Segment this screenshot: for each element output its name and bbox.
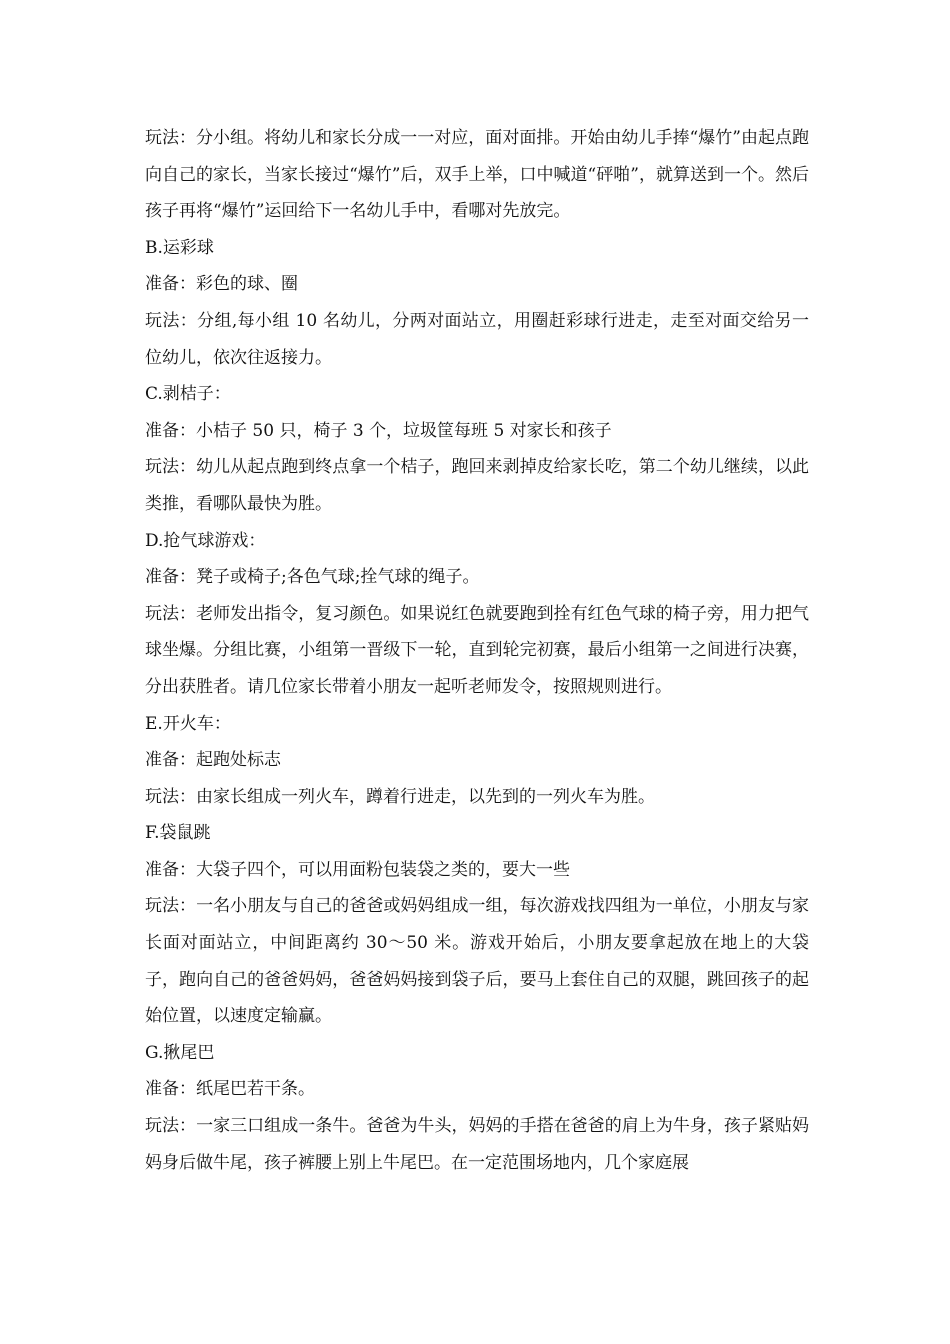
heading-d-balloon-game: D.抢气球游戏： <box>145 530 266 551</box>
paragraph-f-rules: 玩法：一名小朋友与自己的爸爸或妈妈组成一组，每次游戏找四组为一单位，小朋友与家长面对面站立，中间距离约 30～50 米。游戏开始后，小朋友要拿起放在地上的大袋子，跑向自己的爸爸妈妈，爸爸妈妈接到袋子后，要马上套住自己的双腿，跳回孩子的起始位置，以速度定输赢。 <box>145 896 809 1027</box>
paragraph-f-prep: 准备：大袋子四个，可以用面粉包装袋之类的，要大一些 <box>145 859 570 880</box>
paragraph-b-prep: 准备：彩色的球、圈 <box>145 274 298 295</box>
paragraph-e-prep: 准备：起跑处标志 <box>145 750 281 771</box>
heading-g-tail-grab: G.揪尾巴 <box>145 1042 215 1063</box>
heading-c-peel-orange: C.剥桔子： <box>145 384 231 405</box>
paragraph-e-rules: 玩法：由家长组成一列火车，蹲着行进走，以先到的一列火车为胜。 <box>145 786 655 807</box>
paragraph-d-prep: 准备：凳子或椅子;各色气球;拴气球的绳子。 <box>145 567 480 588</box>
paragraph-c-prep: 准备：小桔子 50 只，椅子 3 个，垃圾筐每班 5 对家长和孩子 <box>145 420 612 441</box>
paragraph-g-prep: 准备：纸尾巴若干条。 <box>145 1079 315 1100</box>
paragraph-c-rules: 玩法：幼儿从起点跑到终点拿一个桔子，跑回来剥掉皮给家长吃，第二个幼儿继续，以此类推，看哪队最快为胜。 <box>145 457 809 514</box>
paragraph-g-rules: 玩法：一家三口组成一条牛。爸爸为牛头，妈妈的手搭在爸爸的肩上为牛身，孩子紧贴妈妈身后做牛尾，孩子裤腰上别上牛尾巴。在一定范围场地内，几个家庭展 <box>145 1116 809 1173</box>
paragraph-firecracker-rules: 玩法：分小组。将幼儿和家长分成一一对应，面对面排。开始由幼儿手捧“爆竹”由起点跑向自己的家长，当家长接过“爆竹”后，双手上举，口中喊道“砰啪”，就算送到一个。然后孩子再将“爆竹”运回给下一名幼儿手中，看哪对先放完。 <box>145 128 809 222</box>
heading-b-carry-ball: B.运彩球 <box>145 237 214 258</box>
document-body <box>145 120 809 1181</box>
paragraph-b-rules: 玩法：分组,每小组 10 名幼儿，分两对面站立，用圈赶彩球行进走，走至对面交给另一位幼儿，依次往返接力。 <box>145 310 809 368</box>
paragraph-d-rules: 玩法：老师发出指令，复习颜色。如果说红色就要跑到拴有红色气球的椅子旁，用力把气球坐爆。分组比赛，小组第一晋级下一轮，直到轮完初赛，最后小组第一之间进行决赛，分出获胜者。请几位家长带着小朋友一起听老师发令，按照规则进行。 <box>145 603 809 697</box>
heading-e-train: E.开火车： <box>145 713 231 734</box>
heading-f-kangaroo-jump: F.袋鼠跳 <box>145 823 211 844</box>
